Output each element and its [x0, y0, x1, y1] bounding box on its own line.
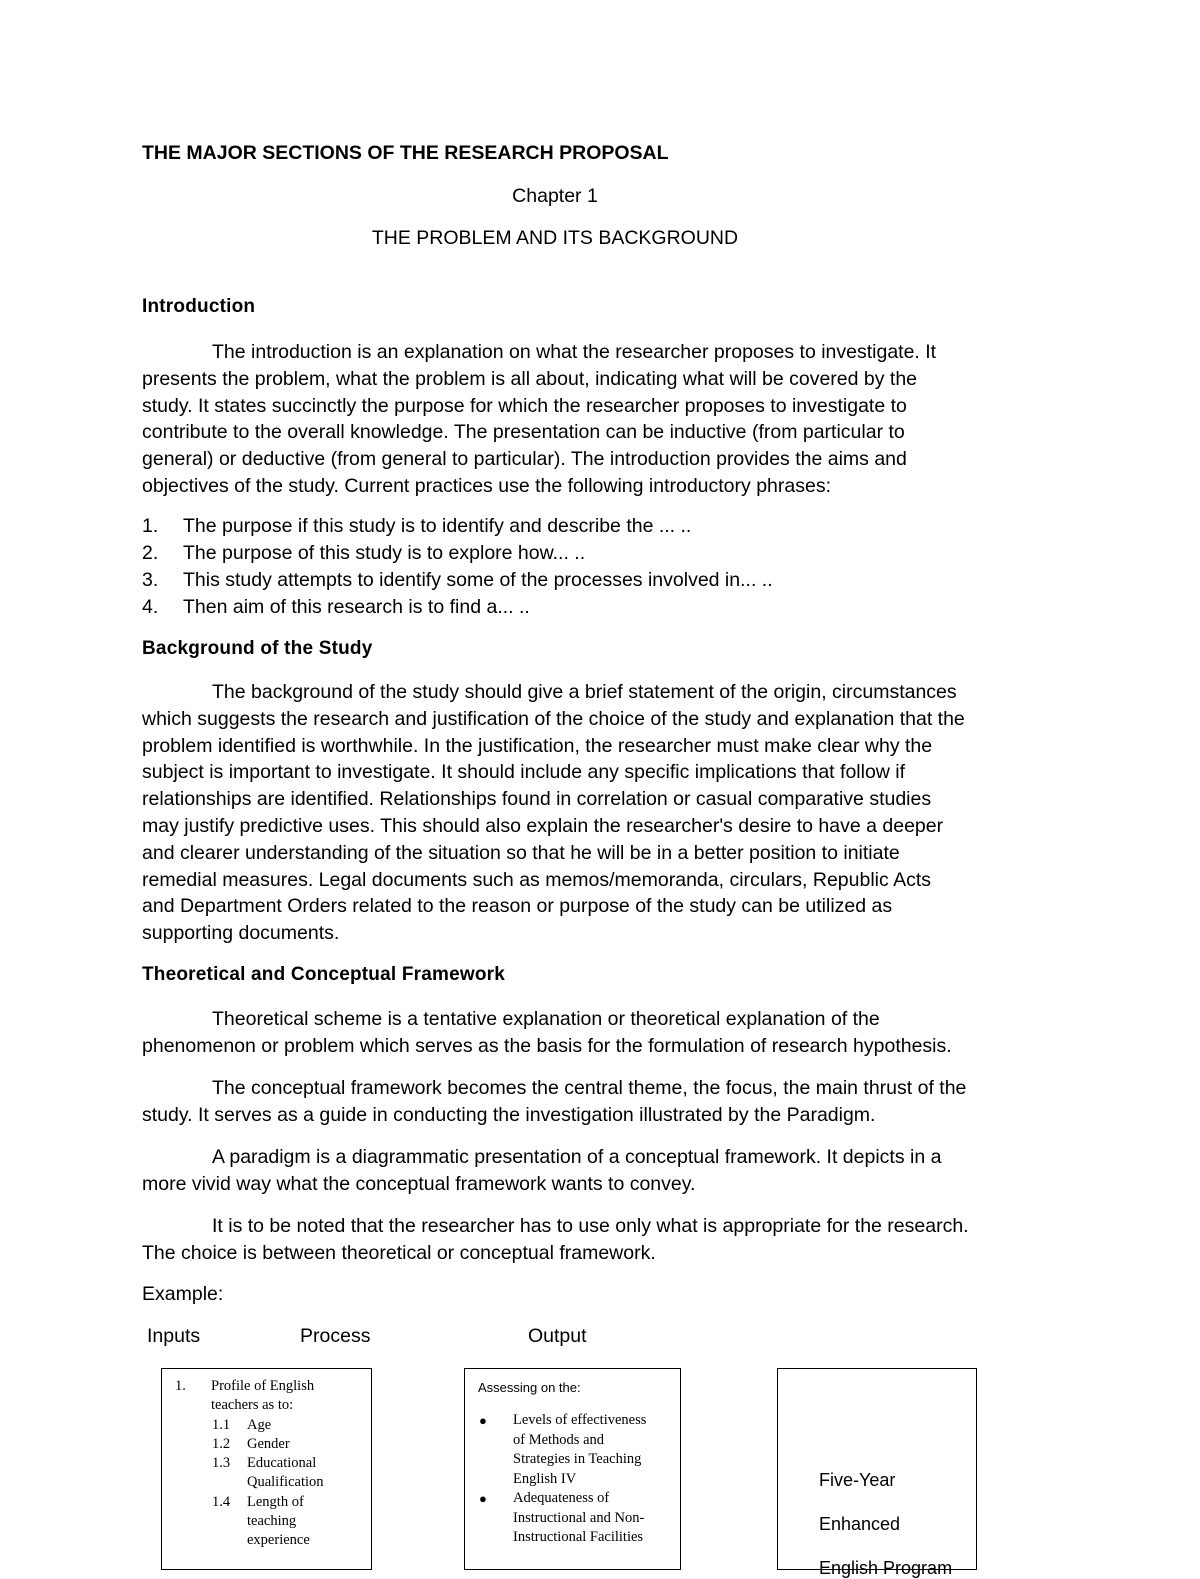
paragraph-line: A paradigm is a diagrammatic presentation of a conceptual framework. It depicts in a — [212, 1146, 942, 1168]
inputs-item-line: Profile of English — [211, 1378, 315, 1394]
process-bullet-line: Instructional and Non- — [513, 1510, 645, 1526]
paragraph-line: The introduction is an explanation on what the researcher proposes to investigate. It — [212, 341, 937, 363]
process-box — [464, 1368, 681, 1570]
example-label: Example: — [142, 1283, 224, 1305]
paragraph-line: The choice is between theoretical or conceptual framework. — [142, 1241, 656, 1264]
paragraph-line: which suggests the research and justification of the choice of the study and explanation that the — [142, 707, 965, 730]
framework-paragraph — [142, 1144, 1062, 1198]
process-bullet-line: Adequateness of — [513, 1490, 610, 1506]
list-number: 4. — [142, 596, 159, 618]
paragraph-line: objectives of the study. Current practices use the following introductory phrases: — [142, 474, 831, 497]
framework-paragraph — [142, 1075, 1062, 1129]
list-number: 3. — [142, 569, 159, 591]
list-number: 2. — [142, 542, 159, 564]
inputs-subitem-number: 1.2 — [212, 1436, 231, 1452]
output-line: Enhanced — [819, 1514, 901, 1534]
list-text: The purpose if this study is to identify and describe the ... .. — [183, 515, 692, 537]
list-item — [142, 596, 530, 619]
list-number: 1. — [142, 515, 159, 537]
process-bullet-line: Instructional Facilities — [513, 1529, 644, 1545]
list-item — [142, 515, 691, 538]
paragraph-line: may justify predictive uses. This should also explain the researcher's desire to have a deeper — [142, 814, 944, 837]
paragraph-line: general) or deductive (from general to particular). The introduction provides the aims and — [142, 448, 907, 471]
list-text: This study attempts to identify some of the processes involved in... .. — [183, 569, 773, 591]
inputs-item-line: teachers as to: — [211, 1397, 294, 1413]
process-bullet-line: Strategies in Teaching — [513, 1451, 642, 1467]
inputs-subitem-text: Gender — [247, 1436, 290, 1452]
inputs-item-number: 1. — [175, 1378, 186, 1394]
paragraph-line: supporting documents. — [142, 922, 340, 945]
paragraph-line: subject is important to investigate. It should include any specific implications that follow if — [142, 761, 906, 784]
process-bullet-line: of Methods and — [513, 1432, 605, 1448]
paragraph-line: presents the problem, what the problem is all about, indicating what will be covered by the — [142, 367, 918, 390]
output-line: Five-Year — [819, 1470, 896, 1490]
inputs-subitem-text: experience — [247, 1532, 310, 1548]
paradigm-label-process: Process — [300, 1325, 371, 1347]
inputs-subitem-number: 1.1 — [212, 1417, 231, 1433]
paragraph-line: relationships are identified. Relationships found in correlation or casual comparative studies — [142, 788, 932, 811]
paradigm-label-output: Output — [528, 1325, 587, 1347]
paragraph-line: It is to be noted that the researcher has to use only what is appropriate for the research. — [212, 1215, 969, 1237]
paragraph-line: phenomenon or problem which serves as the basis for the formulation of research hypothesis. — [142, 1034, 952, 1057]
paragraph-line: study. It states succinctly the purpose for which the researcher proposes to investigate to — [142, 394, 907, 417]
chapter-title: THE PROBLEM AND ITS BACKGROUND — [371, 227, 739, 249]
inputs-subitem-text: Age — [247, 1417, 272, 1433]
inputs-subitem-text: teaching — [247, 1513, 297, 1529]
paragraph-line: Theoretical scheme is a tentative explanation or theoretical explanation of the — [212, 1008, 880, 1030]
bullet-icon: ● — [479, 1413, 487, 1428]
paragraph-line: problem identified is worthwhile. In the justification, the researcher must make clear why the — [142, 734, 933, 757]
inputs-subitem-number: 1.3 — [212, 1455, 231, 1471]
list-text: Then aim of this research is to find a... .. — [183, 596, 530, 618]
paragraph-line: study. It serves as a guide in conducting the investigation illustrated by the Paradigm. — [142, 1103, 876, 1126]
inputs-box — [161, 1368, 372, 1570]
introduction-heading: Introduction — [142, 296, 256, 317]
document-title: THE MAJOR SECTIONS OF THE RESEARCH PROPOSAL — [142, 142, 669, 164]
inputs-subitem-text: Qualification — [247, 1474, 324, 1490]
inputs-subitem-number: 1.4 — [212, 1494, 231, 1510]
inputs-subitem-text: Length of — [247, 1494, 304, 1510]
inputs-subitem-text: Educational — [247, 1455, 317, 1471]
paragraph-line: and clearer understanding of the situation so that he will be in a better position to initiate — [142, 841, 900, 864]
framework-paragraph — [142, 1006, 1062, 1060]
framework-heading: Theoretical and Conceptual Framework — [142, 964, 506, 985]
process-bullet-line: Levels of effectiveness — [513, 1412, 647, 1428]
list-item — [142, 569, 773, 592]
process-intro: Assessing on the: — [478, 1380, 581, 1395]
introduction-paragraph — [142, 339, 1062, 500]
paragraph-line: The background of the study should give a brief statement of the origin, circumstances — [212, 681, 957, 703]
paragraph-line: remedial measures. Legal documents such as memos/memoranda, circulars, Republic Acts — [142, 868, 932, 891]
list-text: The purpose of this study is to explore how... .. — [183, 542, 586, 564]
list-item — [142, 542, 585, 565]
paragraph-line: The conceptual framework becomes the central theme, the focus, the main thrust of the — [212, 1077, 967, 1099]
chapter-number: Chapter 1 — [512, 185, 598, 207]
paradigm-label-inputs: Inputs — [147, 1325, 201, 1347]
paragraph-line: contribute to the overall knowledge. The presentation can be inductive (from particular to — [142, 421, 905, 444]
background-paragraph — [142, 679, 1062, 947]
paragraph-line: more vivid way what the conceptual framework wants to convey. — [142, 1172, 696, 1195]
paragraph-line: and Department Orders related to the reason or purpose of the study can be utilized as — [142, 895, 893, 918]
framework-paragraph — [142, 1213, 1062, 1267]
output-line: English Program — [819, 1558, 953, 1578]
output-box — [777, 1368, 977, 1578]
background-heading: Background of the Study — [142, 638, 373, 659]
process-bullet-line: English IV — [513, 1471, 577, 1487]
bullet-icon: ● — [479, 1491, 487, 1506]
